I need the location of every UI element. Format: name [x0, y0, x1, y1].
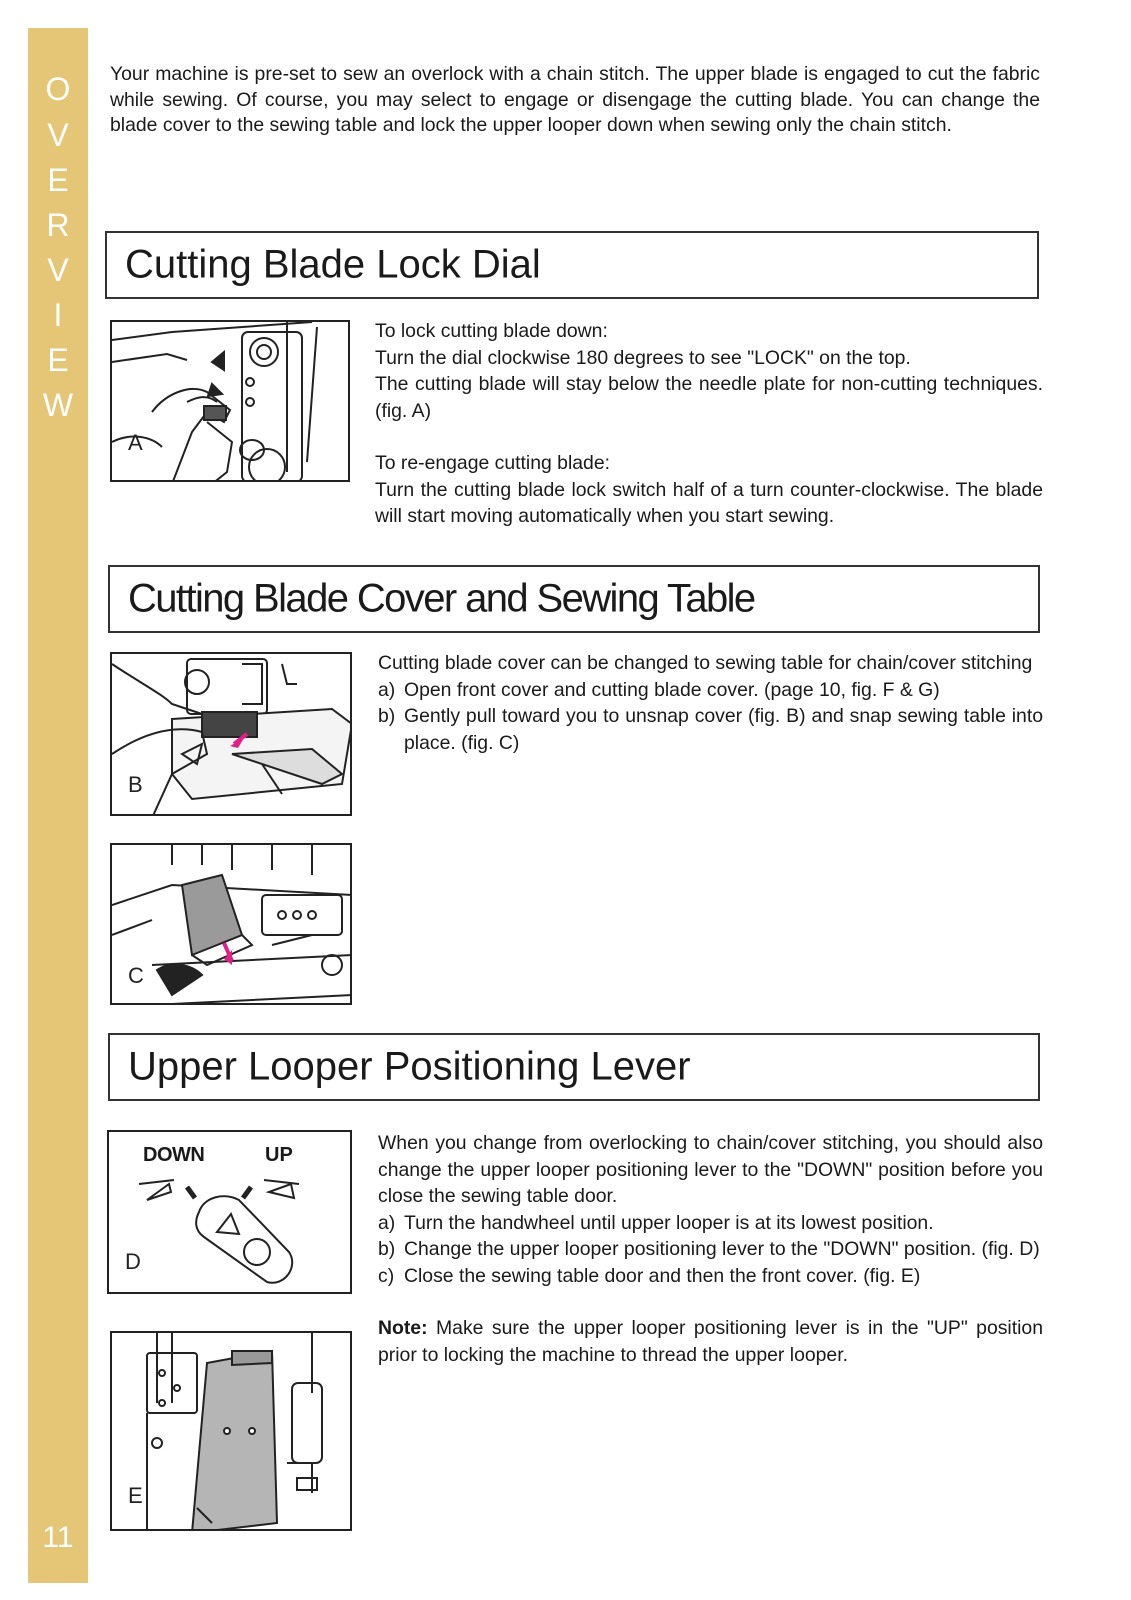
list-text: Gently pull toward you to unsnap cover (fig. B) and snap sewing table into place. (fig. C)	[404, 705, 1043, 754]
list-marker: c)	[378, 1264, 395, 1287]
blade-cover-intro: Cutting blade cover can be changed to sewing table for chain/cover stitching	[378, 652, 1033, 674]
figure-label: B	[128, 772, 143, 797]
note-label: Note:	[378, 1317, 428, 1339]
figure-label: E	[128, 1483, 143, 1508]
looper-lever-instructions	[378, 1130, 1043, 1368]
figure-label: A	[128, 430, 143, 455]
lock-line-1: Turn the dial clockwise 180 degrees to see "LOCK" on the top.	[375, 346, 911, 369]
down-label: DOWN	[143, 1144, 205, 1166]
sidebar-letter: V	[47, 252, 69, 288]
blade-cover-instructions	[378, 650, 1043, 756]
list-item	[378, 1263, 1043, 1290]
list-text: Turn the handwheel until upper looper is at its lowest position.	[404, 1211, 934, 1234]
list-marker: b)	[378, 705, 396, 727]
lever-illustration	[109, 1132, 352, 1294]
section-heading-blade-cover	[108, 565, 1040, 633]
note-paragraph	[378, 1315, 1043, 1368]
page-number: 11	[42, 1521, 74, 1554]
lock-line-2: The cutting blade will stay below the needle plate for non-cutting techniques. (fig. A)	[375, 373, 1043, 422]
lock-dial-instructions	[375, 318, 1043, 530]
intro-paragraph: Your machine is pre-set to sew an overlock with a chain stitch. The upper blade is engaged to cut the fabric while sewing. Of course, you may select to engage or disengage the cutting blade. You can change the blade cover to the sewing table and lock the upper looper down when sewing only the chain stitch.	[110, 63, 1040, 136]
section-title: Upper Looper Positioning Lever	[128, 1044, 691, 1089]
close-cover-illustration	[112, 1333, 352, 1531]
figure-a-lock-dial	[110, 320, 350, 482]
sewing-table-illustration	[112, 845, 352, 1005]
list-text: Close the sewing table door and then the front cover. (fig. E)	[404, 1264, 921, 1287]
sidebar-letter: O	[45, 71, 71, 107]
sidebar-letter: E	[47, 162, 69, 198]
list-item	[378, 703, 1043, 756]
list-item	[378, 1236, 1043, 1263]
sidebar-letter: E	[47, 342, 69, 378]
section-title: Cutting Blade Cover and Sewing Table	[128, 576, 755, 621]
sidebar-letter: I	[53, 297, 63, 333]
figure-label: C	[128, 963, 144, 988]
sidebar-letter: R	[46, 207, 70, 243]
sidebar-letter: V	[47, 117, 69, 153]
unsnap-cover-illustration	[112, 654, 352, 816]
list-text: Change the upper looper positioning lever to the "DOWN" position. (fig. D)	[404, 1238, 1040, 1260]
list-item	[378, 1210, 1043, 1237]
section-title: Cutting Blade Lock Dial	[125, 242, 541, 287]
lock-dial-illustration	[112, 322, 350, 482]
list-marker: a)	[378, 1211, 396, 1234]
figure-d-lever-down	[107, 1130, 352, 1294]
up-label: UP	[265, 1144, 293, 1166]
list-item	[378, 677, 1043, 704]
note-text: Make sure the upper looper positioning lever is in the "UP" position prior to locking the machine to thread the upper looper.	[378, 1317, 1043, 1366]
figure-label: D	[125, 1249, 141, 1274]
lock-heading: To lock cutting blade down:	[375, 320, 608, 342]
reengage-heading: To re-engage cutting blade:	[375, 452, 611, 474]
sidebar-tab	[28, 28, 88, 1583]
figure-c-sewing-table	[110, 843, 352, 1005]
list-text: Open front cover and cutting blade cover. (page 10, fig. F & G)	[404, 678, 940, 701]
section-heading-looper-lever	[108, 1033, 1040, 1101]
figure-e-close-cover	[110, 1331, 352, 1531]
list-marker: a)	[378, 678, 396, 701]
figure-b-unsnap-cover	[110, 652, 352, 816]
sidebar-letter: W	[42, 387, 74, 423]
reengage-text: Turn the cutting blade lock switch half of a turn counter-clockwise. The blade will start moving automatically when you start sewing.	[375, 478, 1043, 527]
section-heading-lock-dial	[105, 231, 1039, 299]
list-marker: b)	[378, 1238, 396, 1260]
looper-intro: When you change from overlocking to chain/cover stitching, you should also change the upper looper positioning lever to the "DOWN" position before you close the sewing table door.	[378, 1132, 1043, 1207]
